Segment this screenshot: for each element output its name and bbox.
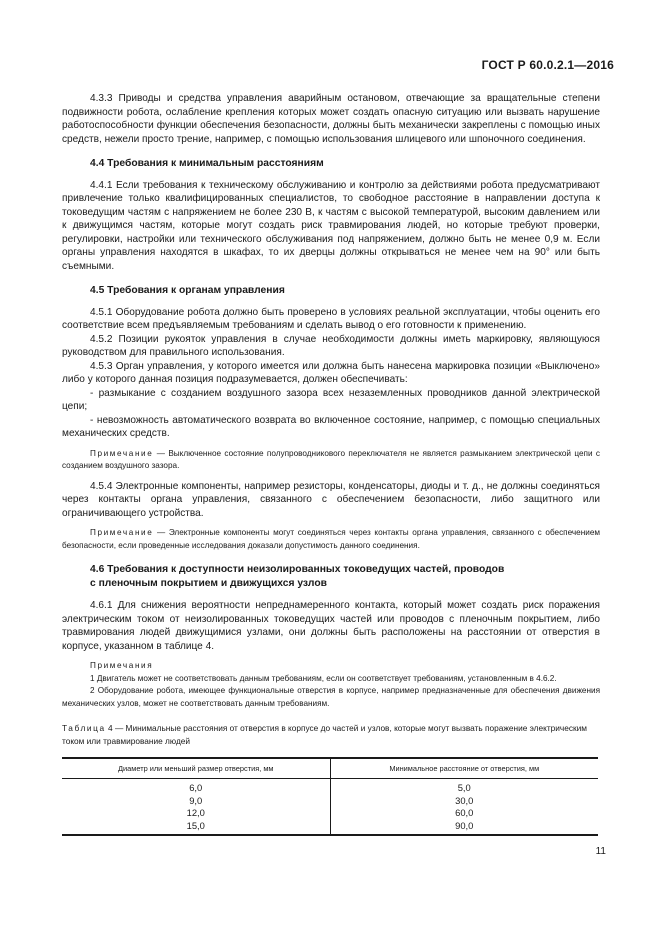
section-heading-4-6 xyxy=(90,563,600,591)
section-heading-4-6-line-2: с пленочным покрытием и движущихся узлов xyxy=(90,578,327,589)
note-label: Примечание xyxy=(90,448,154,458)
table-cell-distance: 90,0 xyxy=(455,819,474,831)
table-cell-diameter: 6,0 xyxy=(62,779,330,795)
section-heading-4-6-line-1: 4.6 Требования к доступности неизолированных токоведущих частей, проводов xyxy=(90,564,505,575)
paragraph-4-5-1: 4.5.1 Оборудование робота должно быть проверено в условиях реальной эксплуатации, чтобы оценить его соответствие всем предъявляемым требованиям и сделать вывод о его готовности к применению. xyxy=(62,306,600,331)
table-row xyxy=(62,820,598,836)
notes-heading xyxy=(62,660,600,673)
paragraph-4-6-1: 4.6.1 Для снижения вероятности непреднамеренного контакта, который может создать риск поражения электрическим током от неизолированных токоведущих частей или проводов с пленочным покрытием, либо травмирования людей движущимися узлами, они должны быть расположены на расстоянии от отверстия в корпусе, указанном в таблице 4. xyxy=(62,600,600,652)
paragraph-4-5-3: 4.5.3 Орган управления, у которого имеется или должна быть нанесена маркировка позиции «Выключено» либо у которого данная позиция подразумевается, должен обеспечивать: xyxy=(62,360,600,385)
paragraph-4-5-2: 4.5.2 Позиции рукояток управления в случае необходимости должны иметь маркировку, являющуюся руководством для правильного использования. xyxy=(62,333,600,358)
distance-table xyxy=(62,757,598,836)
table-row xyxy=(62,795,598,808)
list-item-1: - размыкание с созданием воздушного зазора всех незаземленных проводников данной электрической цепи; xyxy=(62,387,600,412)
page-content xyxy=(62,92,600,836)
page-number: 11 xyxy=(595,846,606,857)
table-header-distance: Минимальное расстояние от отверстия, мм xyxy=(330,758,598,779)
notes-label: Примечания xyxy=(90,661,154,670)
table-row xyxy=(62,779,598,795)
table-cell-diameter: 9,0 xyxy=(62,795,330,808)
paragraph-4-5-4: 4.5.4 Электронные компоненты, например резисторы, конденсаторы, диоды и т. д., не должны соединяться через контакты органа управления, связанного с обеспечением безопасности, либо защитного или ограничивающего устройства. xyxy=(62,480,600,519)
note-1 xyxy=(62,448,600,473)
table-cell-distance: 60,0 xyxy=(455,807,474,819)
note-label: Примечание xyxy=(90,528,154,537)
table-header-diameter: Диаметр или меньший размер отверстия, мм xyxy=(62,758,330,779)
paragraph-4-4-1: 4.4.1 Если требования к техническому обслуживанию и контролю за действиями робота предусматривают привлечение только квалифицированных специалистов, то свободное расстояние в направлении доступа к токоведущим частям с напряжением не более 230 В, к частям с высокой температурой, высоким давлением или к движущимся частям, которые могут создать риск травмирования людей, но которые требуют проверки, регулировки, настройки или технического обслуживания под напряжением, должно быть не менее 0,9 м. Если органы управления находятся в шкафах, то их дверцы должны открываться не менее чем на 90° или быть съемными. xyxy=(62,179,600,272)
note-4: 2 Оборудование робота, имеющее функциональные отверстия в корпусе, например предназначенные для обеспечения движения механических узлов, может не соответствовать данным требованиям. xyxy=(62,686,600,708)
document-header: ГОСТ Р 60.0.2.1—2016 xyxy=(481,58,614,72)
list-item-2: - невозможность автоматического возврата во включенное состояние, например, с помощью специальных механических средств. xyxy=(62,414,600,439)
table-caption xyxy=(62,722,600,747)
table-cell-distance: 30,0 xyxy=(455,794,474,806)
section-heading-4-5: 4.5 Требования к органам управления xyxy=(90,285,285,296)
paragraph-4-3-3: 4.3.3 Приводы и средства управления аварийным остановом, отвечающие за вращательные степени подвижности робота, ослабление крепления которых может создать опасную ситуацию или вызвать нарушение работоспособности функции обеспечения безопасности, должны быть механически закреплены с помощью иных средств, нежели просто трение, например, с помощью использования шлицевого или шпоночного соединения. xyxy=(62,93,600,145)
section-heading-4-4: 4.4 Требования к минимальным расстояниям xyxy=(90,158,324,169)
note-2-text: — Электронные компоненты могут соединяться через контакты органа управления, связанного с обеспечением безопасности, если проведенные исследования доказали допустимость данного соединения. xyxy=(62,528,600,550)
table-header-row xyxy=(62,758,598,779)
table-cell-diameter: 12,0 xyxy=(62,807,330,820)
table-cell-diameter: 15,0 xyxy=(62,820,330,836)
table-row xyxy=(62,807,598,820)
note-2 xyxy=(62,527,600,552)
table-caption-text: 4 — Минимальные расстояния от отверстия в корпусе до частей и узлов, которые могут вызвать поражение электрическим током или травмирование людей xyxy=(62,723,587,746)
note-3: 1 Двигатель может не соответствовать данным требованиям, если он соответствует требованиям, установленным в 4.6.2. xyxy=(90,673,557,683)
note-1-text: — Выключенное состояние полупроводникового переключателя не является размыканием электрической цепи с созданием воздушного зазора. xyxy=(62,448,600,470)
table-label: Таблица xyxy=(62,723,106,733)
table-cell-distance: 5,0 xyxy=(457,782,471,793)
